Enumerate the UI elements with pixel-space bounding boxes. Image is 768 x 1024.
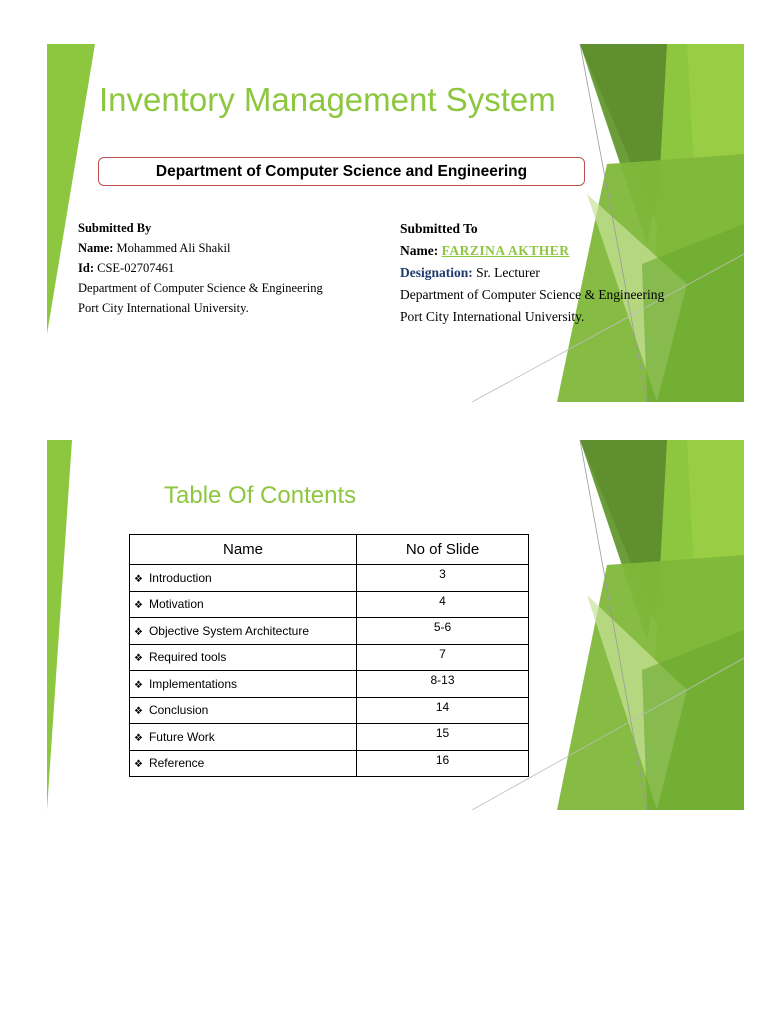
slide-number-cell: 15 <box>357 724 529 751</box>
designation-label: Designation: <box>400 265 473 280</box>
contents-table <box>129 534 529 777</box>
diamond-bullet-icon: ❖ <box>134 732 143 744</box>
submitted-by-heading: Submitted By <box>78 221 152 235</box>
topic-cell <box>130 565 357 592</box>
topic-name: Reference <box>148 756 205 771</box>
student-id: CSE-02707461 <box>97 261 175 275</box>
topic-name: Required tools <box>148 650 227 665</box>
id-label: Id: <box>78 261 94 275</box>
name-label: Name: <box>78 241 114 255</box>
student-university: Port City International University. <box>78 301 249 315</box>
slide-number-cell: 4 <box>357 591 529 618</box>
name-label: Name: <box>400 243 439 258</box>
column-header-name: Name <box>130 535 357 565</box>
presentation-title: Inventory Management System <box>99 81 556 118</box>
table-header-row <box>130 535 529 565</box>
slide-number-cell: 3 <box>357 565 529 592</box>
diamond-bullet-icon: ❖ <box>134 706 143 718</box>
supervisor-name-line <box>400 240 664 262</box>
topic-cell <box>130 724 357 751</box>
student-department: Department of Computer Science & Engineering <box>78 281 323 295</box>
diamond-bullet-icon: ❖ <box>134 679 143 691</box>
topic-cell <box>130 591 357 618</box>
diamond-bullet-icon: ❖ <box>134 600 143 612</box>
slide-number-cell: 7 <box>357 644 529 671</box>
slide-number-cell: 14 <box>357 697 529 724</box>
supervisor-university: Port City International University. <box>400 309 585 324</box>
topic-name: Implementations <box>148 676 238 691</box>
table-row <box>130 697 529 724</box>
table-row <box>130 671 529 698</box>
student-name-line <box>78 238 323 258</box>
student-id-line <box>78 258 323 278</box>
table-row <box>130 591 529 618</box>
designation-value: Sr. Lecturer <box>476 265 540 280</box>
diamond-bullet-icon: ❖ <box>134 759 143 771</box>
table-row <box>130 565 529 592</box>
submitted-by-block <box>78 218 323 318</box>
submitted-to-block <box>400 218 664 328</box>
topic-cell <box>130 644 357 671</box>
submitted-to-heading: Submitted To <box>400 221 478 236</box>
table-of-contents-slide <box>47 440 744 810</box>
designation-line <box>400 262 664 284</box>
topic-name: Objective System Architecture <box>148 623 310 638</box>
topic-cell <box>130 671 357 698</box>
slide-number-cell: 16 <box>357 750 529 777</box>
topic-name: Future Work <box>148 729 215 744</box>
student-name: Mohammed Ali Shakil <box>116 241 231 255</box>
slide-number-cell: 8-13 <box>357 671 529 698</box>
title-slide <box>47 44 744 402</box>
topic-name: Conclusion <box>148 703 209 718</box>
topic-cell <box>130 618 357 645</box>
table-row <box>130 724 529 751</box>
topic-cell <box>130 697 357 724</box>
diamond-bullet-icon: ❖ <box>134 653 143 665</box>
diamond-bullet-icon: ❖ <box>134 573 143 585</box>
department-banner: Department of Computer Science and Engineering <box>98 157 585 186</box>
column-header-slide-no: No of Slide <box>357 535 529 565</box>
supervisor-name: FARZINA AKTHER <box>441 243 570 258</box>
supervisor-department: Department of Computer Science & Engineering <box>400 287 665 302</box>
table-row <box>130 618 529 645</box>
table-row <box>130 750 529 777</box>
table-body <box>130 565 529 777</box>
topic-name: Motivation <box>148 597 204 612</box>
topic-cell <box>130 750 357 777</box>
topic-name: Introduction <box>148 570 212 585</box>
slide-number-cell: 5-6 <box>357 618 529 645</box>
table-row <box>130 644 529 671</box>
toc-title: Table Of Contents <box>164 482 357 509</box>
diamond-bullet-icon: ❖ <box>134 626 143 638</box>
